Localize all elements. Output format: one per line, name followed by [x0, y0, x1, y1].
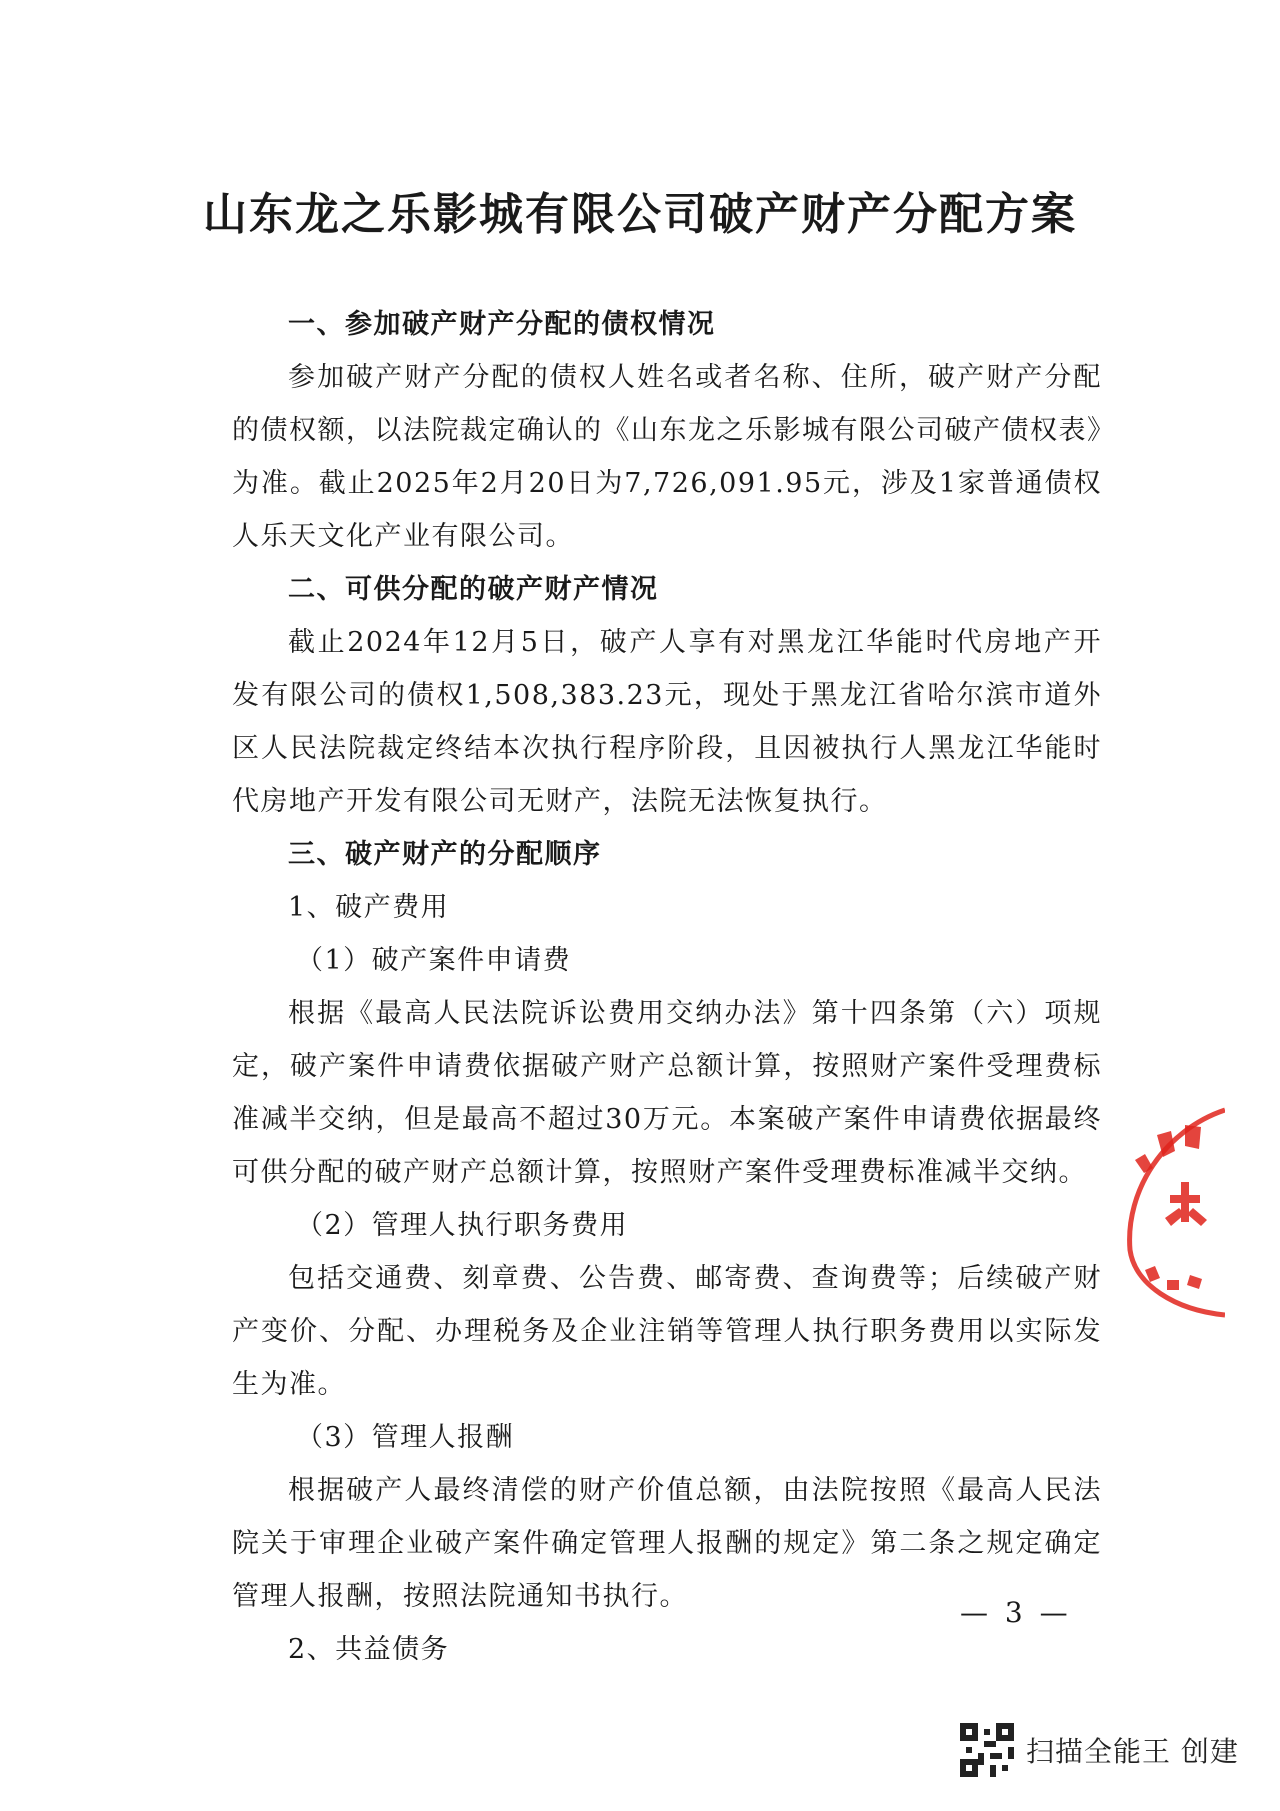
official-seal-fragment [1105, 1100, 1225, 1320]
subsection-heading: （2）管理人执行职务费用 [296, 1210, 629, 1241]
document-title: 山东龙之乐影城有限公司破产财产分配方案 [203, 189, 1077, 240]
body-paragraph: 截止2024年12月5日，破产人享有对黑龙江华能时代房地产开发有限公司的债权1,508,383.23元，现处于黑龙江省哈尔滨市道外区人民法院裁定终结本次执行程序阶段，且因被执行人黑龙江华能时代房地产开发有限公司无财产，法院无法恢复执行。 [232, 627, 1102, 817]
qr-code-icon [960, 1723, 1014, 1777]
section-heading: 三、破产财产的分配顺序 [288, 839, 602, 870]
subsection-heading: 1、破产费用 [288, 892, 450, 923]
body-paragraph: 参加破产财产分配的债权人姓名或者名称、住所，破产财产分配的债权额，以法院裁定确认的《山东龙之乐影城有限公司破产债权表》为准。截止2025年2月20日为7,726,091.95元，涉及1家普通债权人乐天文化产业有限公司。 [232, 362, 1102, 552]
watermark-text: 扫描全能王 创建 [1026, 1735, 1239, 1768]
section-heading: 一、参加破产财产分配的债权情况 [288, 309, 716, 340]
subsection-heading: 2、共益债务 [288, 1634, 450, 1665]
body-paragraph: 根据破产人最终清偿的财产价值总额，由法院按照《最高人民法院关于审理企业破产案件确定管理人报酬的规定》第二条之规定确定管理人报酬，按照法院通知书执行。 [232, 1475, 1102, 1612]
document-body [232, 298, 1102, 1676]
subsection-heading: （1）破产案件申请费 [296, 945, 572, 976]
section-heading: 二、可供分配的破产财产情况 [288, 574, 659, 605]
subsection-heading: （3）管理人报酬 [296, 1422, 515, 1453]
scanner-watermark [960, 1720, 1239, 1780]
body-paragraph: 包括交通费、刻章费、公告费、邮寄费、查询费等；后续破产财产变价、分配、办理税务及企业注销等管理人执行职务费用以实际发生为准。 [232, 1263, 1102, 1400]
body-paragraph: 根据《最高人民法院诉讼费用交纳办法》第十四条第（六）项规定，破产案件申请费依据破产财产总额计算，按照财产案件受理费标准减半交纳，但是最高不超过30万元。本案破产案件申请费依据最终可供分配的破产财产总额计算，按照财产案件受理费标准减半交纳。 [232, 998, 1102, 1188]
page-number: — 3 — [960, 1596, 1072, 1629]
